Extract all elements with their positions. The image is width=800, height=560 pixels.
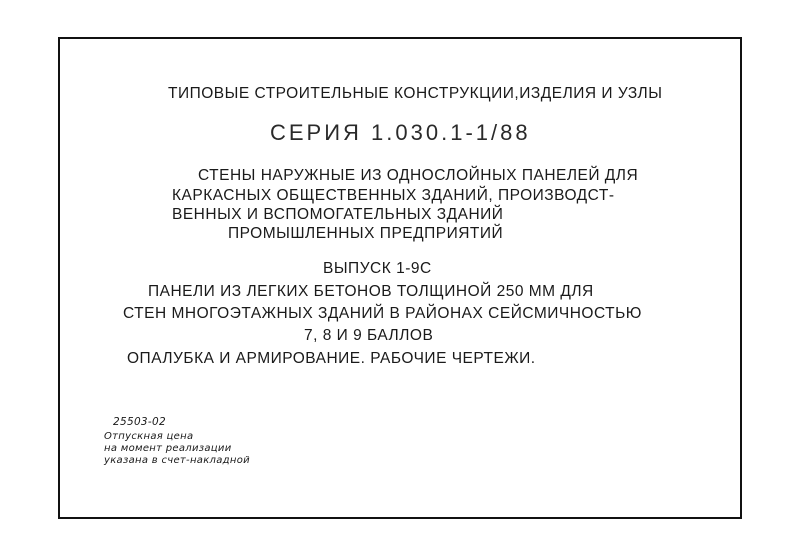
description-line: ВЕННЫХ И ВСПОМОГАТЕЛЬНЫХ ЗДАНИЙ bbox=[172, 206, 504, 223]
document-code: 25503-02 bbox=[113, 416, 166, 428]
work-type-title: ОПАЛУБКА И АРМИРОВАНИЕ. РАБОЧИЕ ЧЕРТЕЖИ. bbox=[127, 350, 536, 367]
price-note-line: указана в счет-накладной bbox=[104, 455, 250, 466]
panel-description-line: 7, 8 И 9 БАЛЛОВ bbox=[304, 327, 434, 344]
issue-number: ВЫПУСК 1-9С bbox=[323, 260, 432, 277]
price-note-line: Отпускная цена bbox=[104, 431, 194, 442]
description-line: КАРКАСНЫХ ОБЩЕСТВЕННЫХ ЗДАНИЙ, ПРОИЗВОДСТ- bbox=[172, 187, 615, 204]
price-note-line: на момент реализации bbox=[104, 443, 232, 454]
series-number: СЕРИЯ 1.030.1-1/88 bbox=[270, 120, 531, 145]
panel-description-line: СТЕН МНОГОЭТАЖНЫХ ЗДАНИЙ В РАЙОНАХ СЕЙСМИЧНОСТЬЮ bbox=[123, 305, 642, 322]
description-line: ПРОМЫШЛЕННЫХ ПРЕДПРИЯТИЙ bbox=[228, 225, 504, 242]
document-heading: ТИПОВЫЕ СТРОИТЕЛЬНЫЕ КОНСТРУКЦИИ,ИЗДЕЛИЯ И УЗЛЫ bbox=[168, 85, 663, 102]
panel-description-line: ПАНЕЛИ ИЗ ЛЕГКИХ БЕТОНОВ ТОЛЩИНОЙ 250 ММ ДЛЯ bbox=[148, 283, 594, 300]
description-line: СТЕНЫ НАРУЖНЫЕ ИЗ ОДНОСЛОЙНЫХ ПАНЕЛЕЙ ДЛЯ bbox=[198, 167, 639, 184]
